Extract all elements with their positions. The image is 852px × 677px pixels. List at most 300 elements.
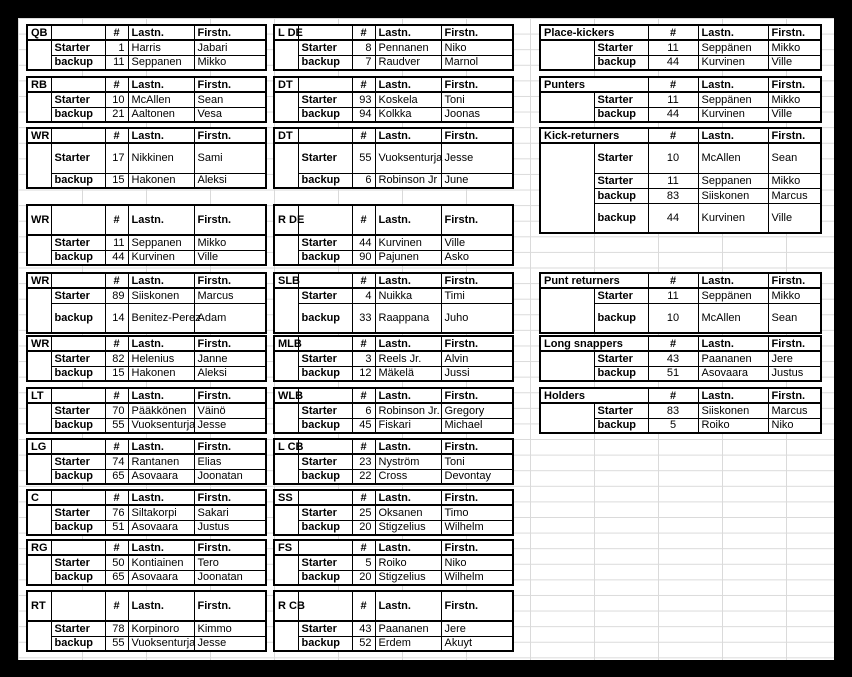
depth-block-wr-5 xyxy=(26,335,267,382)
jersey-number: 70 xyxy=(105,403,128,418)
table-row xyxy=(274,418,513,433)
first-name: Sakari xyxy=(194,505,266,520)
table-row xyxy=(27,555,266,570)
header-number: # xyxy=(648,25,698,40)
header-firstname: Firstn. xyxy=(441,336,513,351)
empty-cell xyxy=(274,107,298,122)
header-lastname: Lastn. xyxy=(375,128,441,143)
header-spacer xyxy=(51,205,105,235)
table-row xyxy=(274,143,513,173)
last-name: Siiskonen xyxy=(128,288,194,303)
last-name: Stigzelius xyxy=(375,520,441,535)
jersey-number: 15 xyxy=(105,173,128,188)
header-spacer xyxy=(51,591,105,621)
header-number: # xyxy=(105,540,128,555)
last-name: McAllen xyxy=(698,303,768,333)
last-name: Vuoksenturja xyxy=(128,636,194,651)
jersey-number: 12 xyxy=(352,366,375,381)
depth-block-slb-15 xyxy=(273,272,514,334)
role-label: Starter xyxy=(51,621,105,636)
empty-cell xyxy=(540,173,594,188)
table-row xyxy=(274,403,513,418)
table-row xyxy=(27,107,266,122)
last-name: Asovaara xyxy=(128,520,194,535)
table-row xyxy=(274,366,513,381)
role-label: Starter xyxy=(51,40,105,55)
empty-cell xyxy=(27,454,51,469)
jersey-number: 82 xyxy=(105,351,128,366)
jersey-number: 5 xyxy=(648,418,698,433)
depth-block-kick-returners-24 xyxy=(539,127,822,234)
first-name: Sean xyxy=(768,143,821,173)
role-label: backup xyxy=(51,418,105,433)
role-label: backup xyxy=(51,636,105,651)
depth-block-dt-12 xyxy=(273,76,514,123)
empty-cell xyxy=(27,173,51,188)
empty-cell xyxy=(274,235,298,250)
empty-cell xyxy=(274,469,298,484)
role-label: backup xyxy=(298,250,352,265)
role-label: backup xyxy=(594,366,648,381)
depth-block-l-de-11 xyxy=(273,24,514,71)
header-firstname: Firstn. xyxy=(194,439,266,454)
jersey-number: 78 xyxy=(105,621,128,636)
empty-cell xyxy=(27,303,51,333)
position-label: FS xyxy=(274,540,298,555)
table-row xyxy=(540,143,821,173)
header-spacer xyxy=(298,128,352,143)
role-label: Starter xyxy=(298,555,352,570)
jersey-number: 44 xyxy=(352,235,375,250)
header-number: # xyxy=(105,591,128,621)
position-label: RG xyxy=(27,540,51,555)
depth-block-place-kickers-22 xyxy=(539,24,822,71)
depth-block-ss-19 xyxy=(273,489,514,536)
position-label: SS xyxy=(274,490,298,505)
table-row xyxy=(540,107,821,122)
first-name: Gregory xyxy=(441,403,513,418)
depth-block-holders-27 xyxy=(539,387,822,434)
position-label: RT xyxy=(27,591,51,621)
role-label: backup xyxy=(594,107,648,122)
header-firstname: Firstn. xyxy=(194,128,266,143)
header-spacer xyxy=(298,273,352,288)
first-name: Toni xyxy=(441,92,513,107)
header-spacer xyxy=(298,439,352,454)
empty-cell xyxy=(540,143,594,173)
role-label: Starter xyxy=(51,403,105,418)
position-label: Punters xyxy=(540,77,648,92)
last-name: McAllen xyxy=(128,92,194,107)
jersey-number: 65 xyxy=(105,469,128,484)
jersey-number: 11 xyxy=(648,92,698,107)
empty-cell xyxy=(540,351,594,366)
jersey-number: 44 xyxy=(105,250,128,265)
empty-cell xyxy=(27,366,51,381)
header-number: # xyxy=(105,128,128,143)
header-firstname: Firstn. xyxy=(768,128,821,143)
table-row xyxy=(274,250,513,265)
header-firstname: Firstn. xyxy=(194,540,266,555)
table-row xyxy=(274,288,513,303)
header-firstname: Firstn. xyxy=(194,388,266,403)
empty-cell xyxy=(274,351,298,366)
empty-cell xyxy=(274,55,298,70)
jersey-number: 23 xyxy=(352,454,375,469)
last-name: Hakonen xyxy=(128,173,194,188)
last-name: Raudver xyxy=(375,55,441,70)
empty-cell xyxy=(27,92,51,107)
first-name: Jussi xyxy=(441,366,513,381)
role-label: backup xyxy=(298,636,352,651)
role-label: backup xyxy=(298,107,352,122)
header-number: # xyxy=(352,273,375,288)
jersey-number: 15 xyxy=(105,366,128,381)
header-lastname: Lastn. xyxy=(375,273,441,288)
empty-cell xyxy=(27,418,51,433)
depth-block-r-de-14 xyxy=(273,204,514,266)
role-label: backup xyxy=(594,303,648,333)
header-lastname: Lastn. xyxy=(128,128,194,143)
position-label: DT xyxy=(274,77,298,92)
jersey-number: 50 xyxy=(105,555,128,570)
empty-cell xyxy=(27,555,51,570)
depth-block-rt-10 xyxy=(26,590,267,652)
jersey-number: 52 xyxy=(352,636,375,651)
first-name: Mikko xyxy=(194,55,266,70)
first-name: Ville xyxy=(768,107,821,122)
empty-cell xyxy=(274,366,298,381)
header-lastname: Lastn. xyxy=(128,490,194,505)
header-firstname: Firstn. xyxy=(194,273,266,288)
jersey-number: 51 xyxy=(105,520,128,535)
header-number: # xyxy=(105,388,128,403)
position-label: WR xyxy=(27,128,51,143)
header-firstname: Firstn. xyxy=(194,25,266,40)
header-spacer xyxy=(51,388,105,403)
jersey-number: 10 xyxy=(648,143,698,173)
header-number: # xyxy=(105,273,128,288)
position-label: QB xyxy=(27,25,51,40)
jersey-number: 33 xyxy=(352,303,375,333)
role-label: backup xyxy=(298,303,352,333)
empty-cell xyxy=(27,143,51,173)
header-number: # xyxy=(352,388,375,403)
header-number: # xyxy=(352,128,375,143)
jersey-number: 7 xyxy=(352,55,375,70)
header-number: # xyxy=(648,273,698,288)
last-name: Harris xyxy=(128,40,194,55)
header-firstname: Firstn. xyxy=(441,591,513,621)
position-label: DT xyxy=(274,128,298,143)
role-label: Starter xyxy=(298,403,352,418)
first-name: Ville xyxy=(768,55,821,70)
header-spacer xyxy=(51,540,105,555)
jersey-number: 20 xyxy=(352,570,375,585)
header-spacer xyxy=(298,540,352,555)
position-label: WLB xyxy=(274,388,298,403)
last-name: Stigzelius xyxy=(375,570,441,585)
header-lastname: Lastn. xyxy=(698,25,768,40)
empty-cell xyxy=(274,520,298,535)
first-name: Adam xyxy=(194,303,266,333)
header-lastname: Lastn. xyxy=(128,439,194,454)
jersey-number: 11 xyxy=(648,173,698,188)
last-name: Rantanen xyxy=(128,454,194,469)
role-label: Starter xyxy=(298,92,352,107)
last-name: Kurvinen xyxy=(128,250,194,265)
empty-cell xyxy=(274,636,298,651)
header-lastname: Lastn. xyxy=(128,273,194,288)
empty-cell xyxy=(274,621,298,636)
empty-cell xyxy=(540,303,594,333)
header-lastname: Lastn. xyxy=(128,77,194,92)
empty-cell xyxy=(27,288,51,303)
role-label: Starter xyxy=(594,92,648,107)
role-label: backup xyxy=(51,303,105,333)
table-row xyxy=(27,621,266,636)
last-name: Kurvinen xyxy=(375,235,441,250)
header-lastname: Lastn. xyxy=(128,25,194,40)
position-label: L DE xyxy=(274,25,298,40)
jersey-number: 83 xyxy=(648,403,698,418)
role-label: backup xyxy=(51,107,105,122)
first-name: Mikko xyxy=(768,92,821,107)
table-row xyxy=(540,366,821,381)
table-row xyxy=(274,351,513,366)
table-row xyxy=(27,454,266,469)
table-row xyxy=(27,403,266,418)
first-name: Joonas xyxy=(441,107,513,122)
last-name: Mäkelä xyxy=(375,366,441,381)
jersey-number: 11 xyxy=(648,40,698,55)
position-label: R CB xyxy=(274,591,298,621)
table-row xyxy=(27,505,266,520)
position-label: Place-kickers xyxy=(540,25,648,40)
table-row xyxy=(274,621,513,636)
role-label: backup xyxy=(51,250,105,265)
last-name: Asovaara xyxy=(128,469,194,484)
jersey-number: 55 xyxy=(105,636,128,651)
header-number: # xyxy=(352,77,375,92)
header-number: # xyxy=(105,205,128,235)
header-lastname: Lastn. xyxy=(698,77,768,92)
jersey-number: 8 xyxy=(352,40,375,55)
header-spacer xyxy=(51,336,105,351)
last-name: Korpinoro xyxy=(128,621,194,636)
table-row xyxy=(27,636,266,651)
empty-cell xyxy=(274,454,298,469)
header-firstname: Firstn. xyxy=(194,490,266,505)
header-firstname: Firstn. xyxy=(768,336,821,351)
last-name: Siiskonen xyxy=(698,188,768,203)
empty-cell xyxy=(27,351,51,366)
last-name: Kolkka xyxy=(375,107,441,122)
position-label: Kick-returners xyxy=(540,128,648,143)
header-spacer xyxy=(51,273,105,288)
first-name: Jere xyxy=(768,351,821,366)
table-row xyxy=(274,505,513,520)
first-name: Justus xyxy=(768,366,821,381)
role-label: backup xyxy=(51,173,105,188)
table-row xyxy=(540,173,821,188)
depth-block-fs-20 xyxy=(273,539,514,586)
depth-block-dt-13 xyxy=(273,127,514,189)
first-name: Tero xyxy=(194,555,266,570)
depth-block-lg-7 xyxy=(26,438,267,485)
table-row xyxy=(27,366,266,381)
first-name: Marcus xyxy=(768,403,821,418)
empty-cell xyxy=(27,40,51,55)
table-row xyxy=(540,303,821,333)
last-name: Oksanen xyxy=(375,505,441,520)
table-row xyxy=(27,288,266,303)
role-label: backup xyxy=(594,418,648,433)
table-row xyxy=(540,418,821,433)
role-label: Starter xyxy=(298,454,352,469)
table-row xyxy=(540,92,821,107)
header-lastname: Lastn. xyxy=(128,205,194,235)
depth-block-wr-2 xyxy=(26,127,267,189)
first-name: Alvin xyxy=(441,351,513,366)
table-row xyxy=(27,143,266,173)
jersey-number: 65 xyxy=(105,570,128,585)
depth-block-long-snappers-26 xyxy=(539,335,822,382)
last-name: Vuoksenturja xyxy=(375,143,441,173)
depth-block-r-cb-21 xyxy=(273,590,514,652)
header-spacer xyxy=(298,25,352,40)
table-row xyxy=(274,469,513,484)
empty-cell xyxy=(27,403,51,418)
first-name: Justus xyxy=(194,520,266,535)
position-label: WR xyxy=(27,336,51,351)
jersey-number: 20 xyxy=(352,520,375,535)
last-name: Seppanen xyxy=(698,173,768,188)
first-name: Devontay xyxy=(441,469,513,484)
depth-block-wr-3 xyxy=(26,204,267,266)
header-firstname: Firstn. xyxy=(768,388,821,403)
table-row xyxy=(274,55,513,70)
header-lastname: Lastn. xyxy=(128,591,194,621)
header-number: # xyxy=(648,336,698,351)
depth-block-punters-23 xyxy=(539,76,822,123)
last-name: Roiko xyxy=(698,418,768,433)
last-name: Hakonen xyxy=(128,366,194,381)
last-name: Helenius xyxy=(128,351,194,366)
table-row xyxy=(540,40,821,55)
table-row xyxy=(274,235,513,250)
empty-cell xyxy=(274,143,298,173)
position-label: Punt returners xyxy=(540,273,648,288)
first-name: Niko xyxy=(441,40,513,55)
header-firstname: Firstn. xyxy=(441,25,513,40)
role-label: backup xyxy=(298,520,352,535)
last-name: Kontiainen xyxy=(128,555,194,570)
first-name: Jesse xyxy=(441,143,513,173)
jersey-number: 76 xyxy=(105,505,128,520)
header-number: # xyxy=(648,128,698,143)
role-label: backup xyxy=(51,570,105,585)
first-name: Marnol xyxy=(441,55,513,70)
table-row xyxy=(274,636,513,651)
last-name: Seppanen xyxy=(128,55,194,70)
role-label: Starter xyxy=(298,235,352,250)
header-number: # xyxy=(105,77,128,92)
first-name: Toni xyxy=(441,454,513,469)
table-row xyxy=(27,250,266,265)
empty-cell xyxy=(540,55,594,70)
table-row xyxy=(274,173,513,188)
empty-cell xyxy=(540,403,594,418)
role-label: Starter xyxy=(51,92,105,107)
first-name: Wilhelm xyxy=(441,520,513,535)
header-number: # xyxy=(105,25,128,40)
first-name: Marcus xyxy=(194,288,266,303)
role-label: Starter xyxy=(298,351,352,366)
jersey-number: 1 xyxy=(105,40,128,55)
empty-cell xyxy=(540,188,594,203)
position-label: SLB xyxy=(274,273,298,288)
empty-cell xyxy=(27,636,51,651)
position-label: LG xyxy=(27,439,51,454)
jersey-number: 89 xyxy=(105,288,128,303)
role-label: Starter xyxy=(51,351,105,366)
header-lastname: Lastn. xyxy=(375,205,441,235)
jersey-number: 93 xyxy=(352,92,375,107)
header-number: # xyxy=(648,77,698,92)
last-name: Pääkkönen xyxy=(128,403,194,418)
header-firstname: Firstn. xyxy=(768,273,821,288)
last-name: Siltakorpi xyxy=(128,505,194,520)
role-label: Starter xyxy=(298,288,352,303)
last-name: Aaltonen xyxy=(128,107,194,122)
header-firstname: Firstn. xyxy=(194,336,266,351)
header-spacer xyxy=(51,439,105,454)
header-spacer xyxy=(298,77,352,92)
empty-cell xyxy=(274,288,298,303)
header-number: # xyxy=(105,490,128,505)
empty-cell xyxy=(540,288,594,303)
position-label: C xyxy=(27,490,51,505)
empty-cell xyxy=(274,173,298,188)
empty-cell xyxy=(27,107,51,122)
empty-cell xyxy=(27,235,51,250)
role-label: backup xyxy=(298,570,352,585)
empty-cell xyxy=(540,92,594,107)
table-row xyxy=(27,173,266,188)
first-name: Ville xyxy=(194,250,266,265)
table-row xyxy=(274,570,513,585)
last-name: Seppänen xyxy=(698,40,768,55)
first-name: Vesa xyxy=(194,107,266,122)
header-spacer xyxy=(298,205,352,235)
first-name: Sami xyxy=(194,143,266,173)
first-name: Jesse xyxy=(194,636,266,651)
role-label: Starter xyxy=(298,40,352,55)
table-row xyxy=(27,570,266,585)
last-name: Benitez-Perez xyxy=(128,303,194,333)
position-label: RB xyxy=(27,77,51,92)
header-spacer xyxy=(298,490,352,505)
header-lastname: Lastn. xyxy=(375,25,441,40)
table-row xyxy=(274,454,513,469)
header-firstname: Firstn. xyxy=(441,388,513,403)
last-name: Nuikka xyxy=(375,288,441,303)
first-name: Juho xyxy=(441,303,513,333)
table-row xyxy=(540,288,821,303)
last-name: Pajunen xyxy=(375,250,441,265)
first-name: Janne xyxy=(194,351,266,366)
